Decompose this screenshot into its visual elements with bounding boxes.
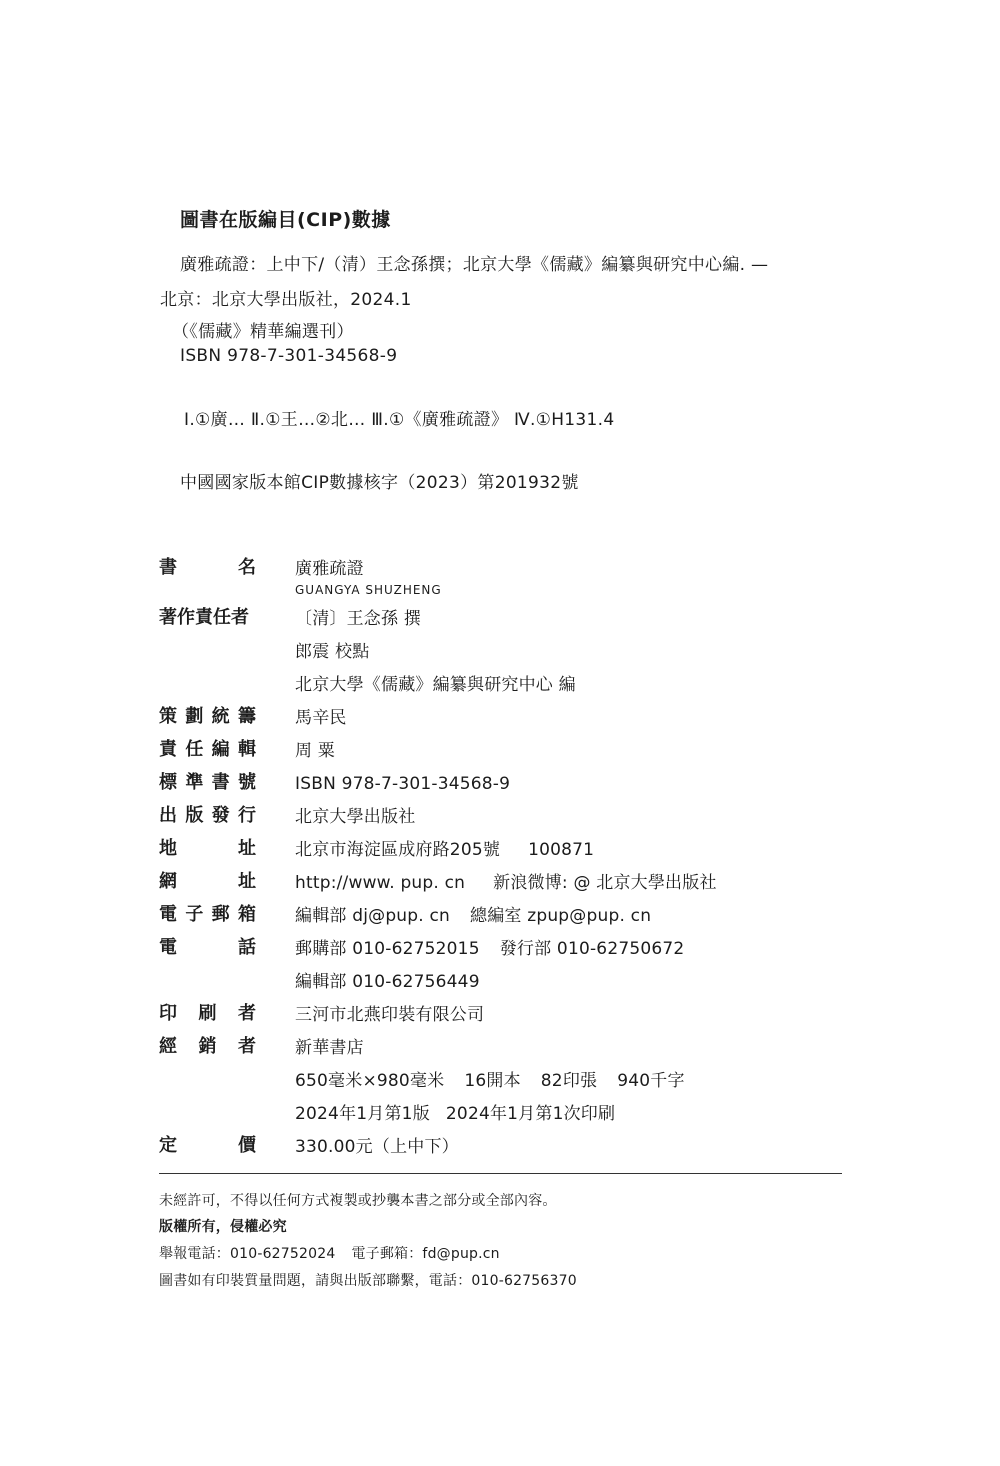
- label-char: 發: [211, 805, 230, 826]
- author-line: 〔清〕王念孫 撰: [295, 609, 422, 629]
- label-title: [159, 553, 256, 579]
- label-planner: [159, 702, 256, 728]
- info-row-website: [159, 867, 799, 900]
- isbn-value: ISBN 978-7-301-34568-9: [295, 774, 511, 794]
- printing: 2024年1月第1次印刷: [445, 1104, 616, 1124]
- book-title: 廣雅疏證: [295, 559, 364, 579]
- label-char: 編: [211, 739, 230, 760]
- label-char: 電: [159, 937, 177, 958]
- cip-isbn: ISBN 978-7-301-34568-9: [180, 346, 398, 366]
- cip-classification: Ⅰ.①廣… Ⅱ.①王…②北… Ⅲ.①《廣雅疏證》 Ⅳ.①H131.4: [184, 410, 615, 430]
- label-char: 行: [237, 805, 256, 826]
- label-char: 印: [159, 1003, 177, 1024]
- editor-value: 周 粟: [295, 741, 336, 761]
- edition-info: [295, 1098, 799, 1131]
- label-char: 劃: [185, 706, 204, 727]
- postcode: 100871: [528, 840, 595, 860]
- author-line: 北京大學《儒藏》編纂與研究中心 編: [295, 675, 576, 695]
- label-char: 話: [238, 937, 256, 958]
- editorial-email: 編輯部 dj@pup. cn: [295, 906, 451, 926]
- label-char: 地: [159, 838, 177, 859]
- report-phone: 舉報電話：010-62752024: [159, 1246, 336, 1262]
- label-char: 刷: [198, 1003, 217, 1024]
- label-char: 版: [185, 805, 204, 826]
- street-address: 北京市海淀區成府路205號: [295, 840, 501, 860]
- info-row-publisher: [159, 801, 799, 834]
- address-value: [295, 834, 799, 867]
- label-char: 者: [238, 1036, 256, 1057]
- book-specs: [295, 1065, 799, 1098]
- label-char: 者: [238, 1003, 256, 1024]
- cip-heading: 圖書在版編目(CIP)數據: [180, 209, 391, 231]
- label-char: 統: [211, 706, 230, 727]
- label-char: 任: [185, 739, 204, 760]
- phone-value: [295, 933, 799, 966]
- divider-rule: [159, 1173, 842, 1174]
- publication-info: [159, 553, 799, 1164]
- label-char: 策: [159, 706, 177, 727]
- info-row-editor: [159, 735, 799, 768]
- label-email: [159, 900, 256, 926]
- paper-size: 650毫米×980毫米: [295, 1071, 445, 1091]
- publisher-value: 北京大學出版社: [295, 807, 416, 827]
- editorial-phone: 編輯部 010-62756449: [295, 972, 480, 992]
- label-char: 子: [185, 904, 204, 925]
- label-phone: [159, 933, 256, 959]
- label-char: 號: [237, 772, 256, 793]
- info-row-printer: [159, 999, 799, 1032]
- label-char: 電: [159, 904, 177, 925]
- info-row-price: [159, 1131, 799, 1164]
- purchase-phone: 郵購部 010-62752015: [295, 939, 480, 959]
- label-char: 輯: [237, 739, 256, 760]
- printer-value: 三河市北燕印裝有限公司: [295, 1005, 485, 1025]
- info-row-phone: [159, 933, 799, 999]
- label-char: 準: [185, 772, 204, 793]
- label-char: 網: [159, 871, 177, 892]
- book-format: 16開本: [464, 1071, 521, 1091]
- info-row-distributor: [159, 1032, 799, 1131]
- info-row-authors: [159, 603, 799, 702]
- weibo-account: 新浪微博: @ 北京大學出版社: [493, 873, 717, 893]
- website-value: [295, 867, 799, 900]
- info-row-address: [159, 834, 799, 867]
- website-url: http://www. pup. cn: [295, 873, 466, 893]
- email-value: [295, 900, 799, 933]
- info-row-email: [159, 900, 799, 933]
- info-row-planner: [159, 702, 799, 735]
- label-printer: [159, 999, 256, 1025]
- label-authors: 著作責任者: [159, 607, 249, 628]
- report-email: 電子郵箱：fd@pup.cn: [351, 1246, 500, 1262]
- cip-verification-number: 中國國家版本館CIP數據核字（2023）第201932號: [180, 473, 579, 493]
- cip-series: （《儒藏》精華編選刊）: [172, 322, 354, 342]
- rights-reserved: 版權所有，侵權必究: [159, 1219, 287, 1235]
- book-title-pinyin: GUANGYA SHUZHENG: [295, 583, 442, 597]
- edition: 2024年1月第1版: [295, 1104, 430, 1124]
- label-char: 銷: [198, 1036, 217, 1057]
- info-row-isbn: [159, 768, 799, 801]
- planner-value: 馬辛民: [295, 708, 347, 728]
- report-contact: [159, 1243, 500, 1263]
- label-distributor: [159, 1032, 256, 1058]
- info-row-title: [159, 553, 799, 597]
- chief-email: 總編室 zpup@pup. cn: [470, 906, 652, 926]
- distribution-phone: 發行部 010-62750672: [499, 939, 685, 959]
- cip-record-line-2: 北京：北京大學出版社，2024.1: [160, 290, 412, 310]
- label-char: 址: [238, 871, 256, 892]
- label-char: 籌: [237, 706, 256, 727]
- distributor-value: 新華書店: [295, 1038, 364, 1058]
- label-isbn: [159, 768, 256, 794]
- label-char: 郵: [211, 904, 230, 925]
- quality-notice: 圖書如有印裝質量問題，請與出版部聯繫，電話：010-62756370: [159, 1273, 577, 1289]
- cip-record-line-1: 廣雅疏證：上中下/（清）王念孫撰；北京大學《儒藏》編纂與研究中心編. —: [180, 255, 769, 275]
- label-char: 址: [238, 838, 256, 859]
- word-count: 940千字: [617, 1071, 685, 1091]
- label-char: 書: [159, 557, 177, 578]
- copy-notice: 未經許可，不得以任何方式複製或抄襲本書之部分或全部內容。: [159, 1193, 557, 1209]
- label-price: [159, 1131, 256, 1157]
- label-char: 名: [238, 557, 256, 578]
- label-char: 價: [238, 1135, 256, 1156]
- label-editor: [159, 735, 256, 761]
- label-website: [159, 867, 256, 893]
- label-char: 標: [159, 772, 177, 793]
- label-char: 定: [159, 1135, 177, 1156]
- printed-sheets: 82印張: [540, 1071, 598, 1091]
- label-char: 經: [159, 1036, 177, 1057]
- label-char: 責: [159, 739, 177, 760]
- label-char: 書: [211, 772, 230, 793]
- price-value: 330.00元（上中下）: [295, 1137, 459, 1157]
- author-line: 郎震 校點: [295, 642, 370, 662]
- label-char: 出: [159, 805, 177, 826]
- label-address: [159, 834, 256, 860]
- label-char: 箱: [237, 904, 256, 925]
- label-publisher: [159, 801, 256, 827]
